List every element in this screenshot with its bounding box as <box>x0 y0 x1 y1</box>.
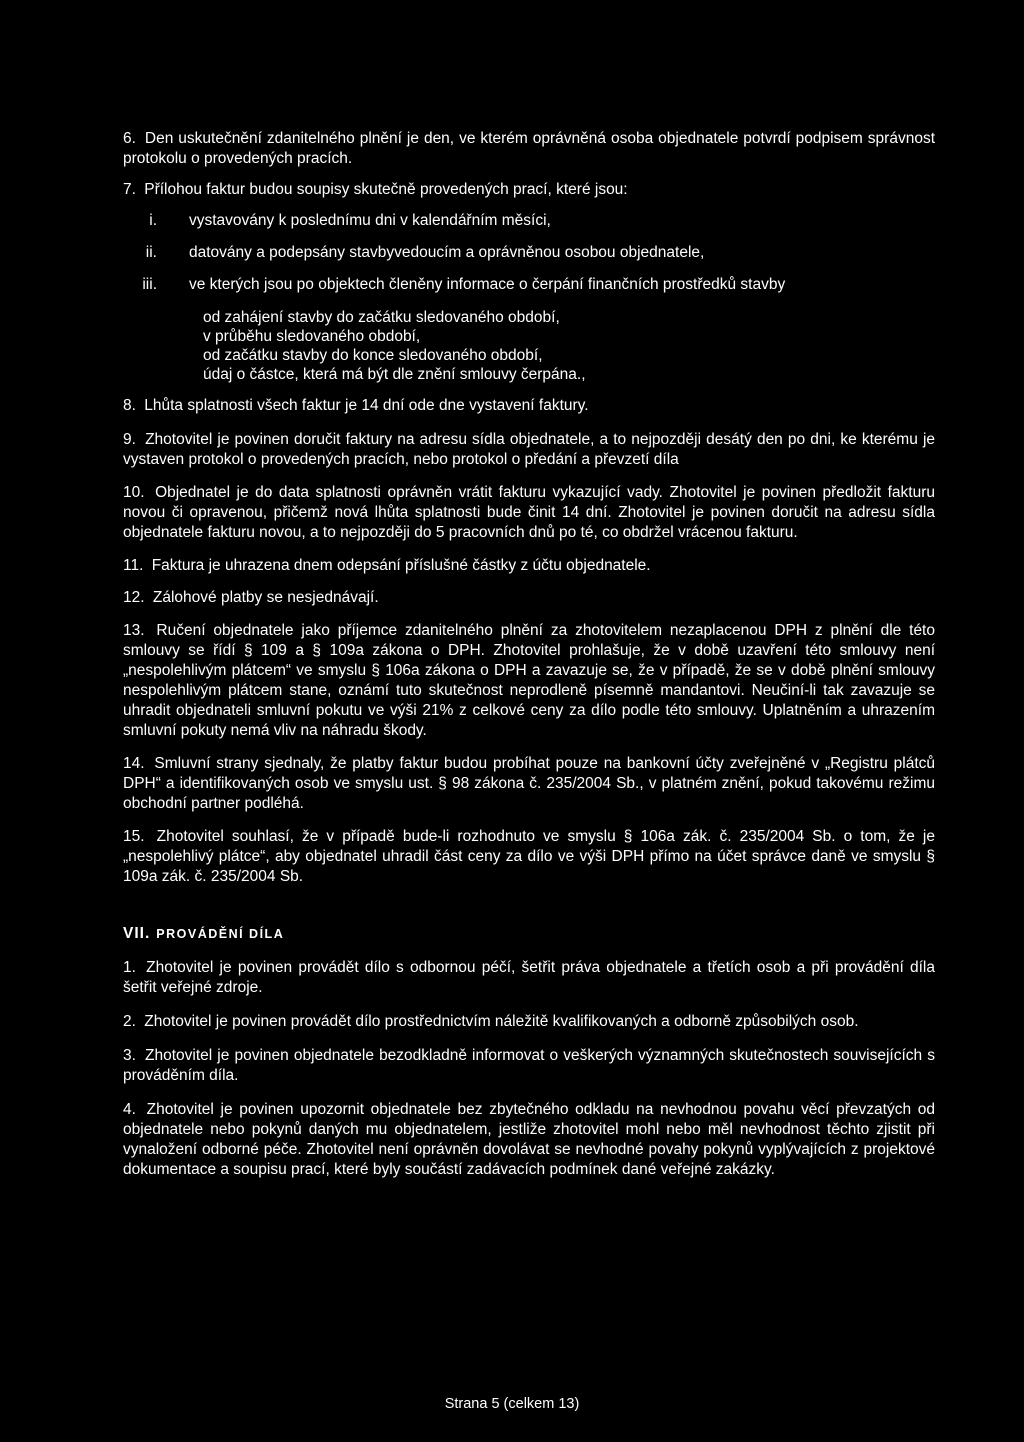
clause-text: Zhotovitel souhlasí, že v případě bude-li rozhodnuto ve smyslu § 106a zák. č. 235/2004 Sb. o tom, že je „nespolehlivý plátce“, aby objednatel uhradil část ceny za dílo ve výši DPH přímo na účet správce daně ve smyslu § 109a zák. č. 235/2004 Sb. <box>123 828 935 885</box>
clause-15 <box>123 827 935 887</box>
clause-11 <box>123 556 935 576</box>
roman-number: i. <box>149 212 157 229</box>
clause-number: 14. <box>123 755 145 772</box>
period-sub-list <box>203 308 935 384</box>
clause-text: Zhotovitel je povinen objednatele bezodkladně informovat o veškerých významných skutečnostech souvisejících s prováděním díla. <box>123 1047 935 1084</box>
clause-6 <box>123 129 935 169</box>
clause-text: Smluvní strany sjednaly, že platby faktur budou probíhat pouze na bankovní účty zveřejněné v „Registru plátců DPH“ a identifikovaných osob ve smyslu ust. § 98 zákona č. 235/2004 Sb., v platném znění, pokud takovému režimu obchodní partner podléhá. <box>123 755 935 812</box>
roman-item-iii <box>123 275 935 295</box>
page-footer: Strana 5 (celkem 13) <box>444 1396 580 1412</box>
roman-text: vystavovány k poslednímu dni v kalendářním měsíci, <box>189 212 551 229</box>
clause-13 <box>123 621 935 741</box>
section-clause-2 <box>123 1012 935 1032</box>
clause-number: 11. <box>123 557 144 574</box>
clause-number: 9. <box>123 431 136 448</box>
clause-number: 2. <box>123 1013 136 1030</box>
clause-8 <box>123 396 935 416</box>
roman-number: iii. <box>142 276 157 293</box>
clause-text: Zálohové platby se nesjednávají. <box>152 589 379 606</box>
clause-text: Přílohou faktur budou soupisy skutečně provedených prací, které jsou: <box>144 181 628 198</box>
clause-number: 12. <box>123 589 145 606</box>
sub-line: od zahájení stavby do začátku sledovaného období, <box>203 309 560 326</box>
clause-10 <box>123 483 935 543</box>
clause-number: 13. <box>123 622 145 639</box>
clause-number: 15. <box>123 828 145 845</box>
clause-text: Zhotovitel je povinen upozornit objednatele bez zbytečného odkladu na nevhodnou povahu věcí převzatých od objednatele nebo pokynů daných mu objednatelem, jestliže zhotovitel mohl nebo měl nevhodnost těchto zjistit při vynaložení odborné péče. Zhotovitel není oprávněn dovolávat se nevhodné povahy pokynů vyplývajících z projektové dokumentace a soupisu prací, které byly součástí zadávacích podmínek dané veřejné zakázky. <box>123 1101 935 1178</box>
clause-text: Zhotovitel je povinen provádět dílo s odbornou péčí, šetřit práva objednatele a třetích osob a při provádění díla šetřit veřejné zdroje. <box>123 959 935 996</box>
clause-number: 3. <box>123 1047 136 1064</box>
clause-text: Lhůta splatnosti všech faktur je 14 dní ode dne vystavení faktury. <box>144 397 589 414</box>
clause-text: Den uskutečnění zdanitelného plnění je den, ve kterém oprávněná osoba objednatele potvrdí podpisem správnost protokolu o provedených pracích. <box>123 130 935 167</box>
clause-number: 8. <box>123 397 136 414</box>
clause-text: Zhotovitel je povinen doručit faktury na adresu sídla objednatele, a to nejpozději desátý den po dni, ke kterému je vystaven protokol o provedených pracích, nebo protokol o předání a převzetí díla <box>123 431 936 468</box>
section-title: PROVÁDĚNÍ DÍLA <box>156 927 285 941</box>
clause-12 <box>123 588 935 608</box>
section-clause-4 <box>123 1100 935 1180</box>
clause-text: Zhotovitel je povinen provádět dílo prostřednictvím náležitě kvalifikovaných a odborně způsobilých osob. <box>144 1013 859 1030</box>
sub-line: v průběhu sledovaného období, <box>203 328 421 345</box>
roman-text: ve kterých jsou po objektech členěny informace o čerpání finančních prostředků stavby <box>189 276 786 293</box>
roman-number: ii. <box>145 244 157 261</box>
section-number: VII. <box>123 925 151 942</box>
section-heading <box>123 924 935 944</box>
roman-item-i <box>123 211 935 231</box>
sub-line: údaj o částce, která má být dle znění smlouvy čerpána., <box>203 366 586 383</box>
section-clause-1 <box>123 958 935 998</box>
clause-number: 1. <box>123 959 136 976</box>
clause-9 <box>123 430 935 470</box>
roman-text: datovány a podepsány stavbyvedoucím a oprávněnou osobou objednatele, <box>189 244 705 261</box>
clause-number: 10. <box>123 484 145 501</box>
clause-number: 4. <box>123 1101 136 1118</box>
document-page <box>123 129 935 1180</box>
clause-text: Faktura je uhrazena dnem odepsání příslušné částky z účtu objednatele. <box>151 557 651 574</box>
clause-number: 7. <box>123 181 136 198</box>
clause-text: Ručení objednatele jako příjemce zdanitelného plnění za zhotovitelem nezaplacenou DPH z plnění dle této smlouvy se řídí § 109 a § 109a zákona o DPH. Zhotovitel prohlašuje, že v době uzavření této smlouvy není „nespolehlivým plátcem“ ve smyslu § 106a zákona o DPH a zavazuje se, že v případě, že se v době plnění smlouvy nespolehlivým plátcem stane, oznámí tuto skutečnost neprodleně písemně mandantovi. Neučiní-li tak zavazuje se uhradit objednateli smluvní pokutu ve výši 21% z celkové ceny za dílo podle této smlouvy. Uplatněním a uhrazením smluvní pokuty nemá vliv na náhradu škody. <box>123 622 935 739</box>
clause-7 <box>123 180 935 200</box>
clause-text: Objednatel je do data splatnosti oprávněn vrátit fakturu vykazující vady. Zhotovitel je povinen předložit fakturu novou či opravenou, přičemž nová lhůta splatnosti bude činit 14 dní. Zhotovitel je povinen doručit na adresu sídla objednatele fakturu novou, a to nejpozději do 5 pracovních dnů po té, co obdržel vrácenou fakturu. <box>123 484 935 541</box>
sub-line: od začátku stavby do konce sledovaného období, <box>203 347 543 364</box>
clause-number: 6. <box>123 130 136 147</box>
roman-item-ii <box>123 243 935 263</box>
clause-14 <box>123 754 935 814</box>
section-clause-3 <box>123 1046 935 1086</box>
